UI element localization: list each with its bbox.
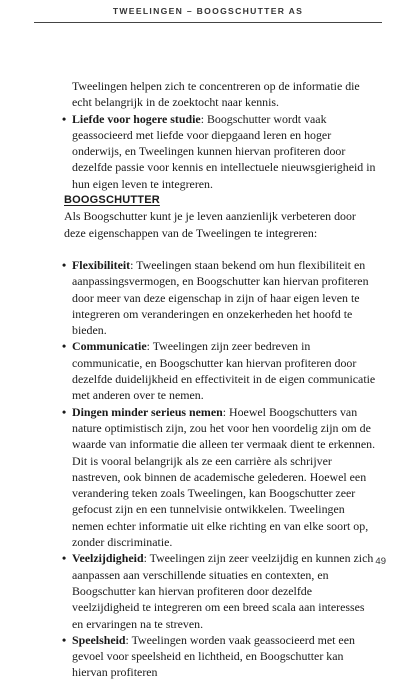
list-item-communicatie bbox=[64, 338, 378, 403]
page-number: 49 bbox=[375, 556, 386, 567]
list-item-text: : Tweelingen zijn zeer bedreven in communicatie, en Boogschutter kan hiervan profiteren door dezelfde duidelijkheid en effectiviteit in de eigen communicatie met anderen over te nemen. bbox=[72, 339, 376, 403]
list-item-text: : Tweelingen worden vaak geassocieerd met een gevoel voor speelsheid en lichtheid, en Boogschutter kan hiervan profiteren bbox=[72, 632, 355, 680]
list-item-veelzijdigheid bbox=[64, 550, 378, 631]
list-item-label: Veelzijdigheid bbox=[72, 551, 144, 566]
bullet-icon: • bbox=[62, 111, 67, 126]
list-item-text: : Tweelingen staan bekend om hun flexibiliteit en aanpassingsvermogen, en Boogschutter kan hiervan profiteren door meer van deze eigenschap in zijn of haar eigen leven te integreren om veranderingen en onzekerheden het hoofd te bieden. bbox=[72, 257, 369, 338]
list-item-dingen-minder-serieus bbox=[64, 404, 378, 551]
list-item-flexibiliteit bbox=[64, 257, 378, 338]
bullet-icon: • bbox=[62, 551, 67, 566]
bullet-icon: • bbox=[62, 339, 67, 354]
section-intro: Als Boogschutter kunt je je leven aanzienlijk verbeteren door deze eigenschappen van de Tweelingen te integreren: bbox=[64, 209, 356, 240]
running-header: TWEELINGEN – BOOGSCHUTTER AS bbox=[112, 6, 304, 16]
page-body bbox=[64, 78, 378, 681]
list-item-label: Speelsheid bbox=[72, 632, 126, 647]
bullet-icon: • bbox=[62, 404, 67, 419]
intro-continuation: Tweelingen helpen zich te concentreren op de informatie die echt belangrijk in de zoektocht naar kennis. bbox=[72, 79, 360, 110]
bullet-icon: • bbox=[62, 257, 67, 272]
header-divider bbox=[34, 22, 382, 23]
list-item-text: : Tweelingen zijn zeer veelzijdig en kunnen zich aanpassen aan verschillende situaties en contexten, en Boogschutter kan hiervan profiteren door dezelfde veelzijdigheid te integreren om een breed scala aan interesses en ervaringen na te streven. bbox=[72, 551, 374, 631]
bullet-icon: • bbox=[62, 632, 67, 647]
list-item-speelsheid bbox=[64, 632, 378, 681]
paragraph-gap bbox=[64, 241, 378, 257]
list-item-label: Dingen minder serieus nemen bbox=[72, 404, 223, 419]
list-item-text: : Hoewel Boogschutters van nature optimistisch zijn, zou het voor hen voordelig zijn om de waarde van informatie die alleen ter vermaak dient te erkennen. Dit is vooral belangrijk als ze een carrière als schrijver nastreven, ook binnen de academische gelederen. Hoewel een verandering teken zoals Tweelingen, kan Boogschutter zeer gefocust zijn en een tunnelvisie ontwikkelen. Tweelingen nemen echter informatie uit elke richting en van elke soort op, zonder discriminatie. bbox=[72, 404, 376, 550]
list-item-label: Communicatie bbox=[72, 339, 147, 354]
list-item-liefde bbox=[64, 111, 378, 192]
list-item-label: Flexibiliteit bbox=[72, 257, 131, 272]
section-heading: BOOGSCHUTTER bbox=[64, 194, 160, 207]
list-item-label: Liefde voor hogere studie bbox=[72, 111, 201, 126]
list-item-text: : Boogschutter wordt vaak geassocieerd met liefde voor diepgaand leren en hoger onderwijs, en Tweelingen kunnen hiervan profiteren door dezelfde passie voor kennis en intellectuele nieuwsgierigheid in hun eigen leven te integreren. bbox=[72, 111, 376, 191]
